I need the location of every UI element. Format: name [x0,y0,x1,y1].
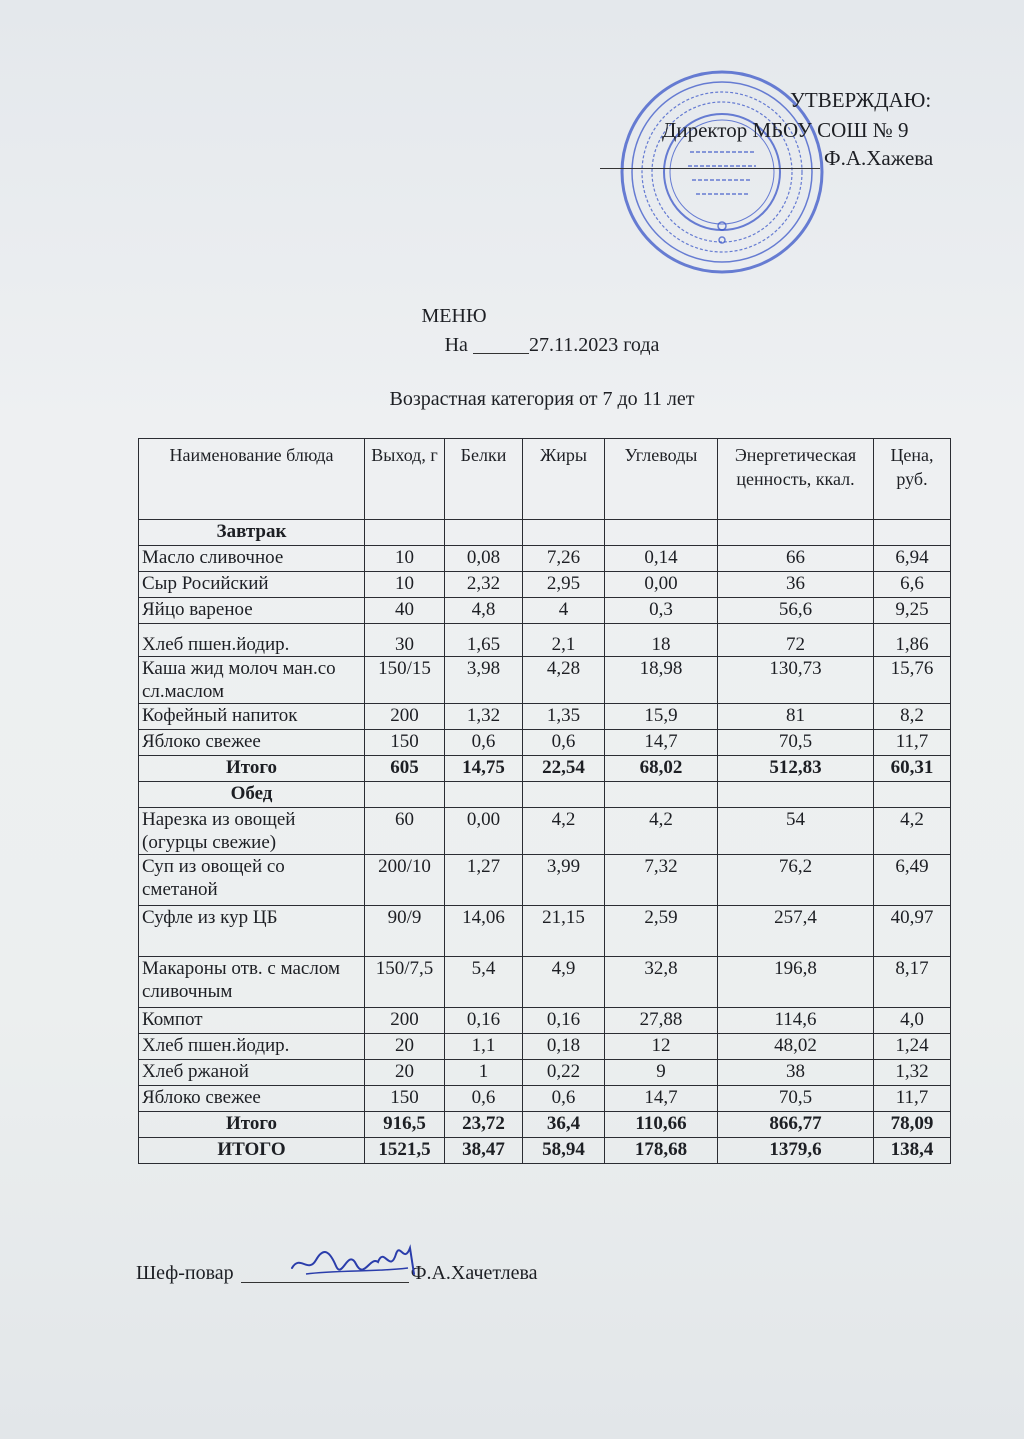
cell-yield: 150/7,5 [365,957,445,1008]
cell-fat: 4,28 [523,657,605,704]
total-carbs: 68,02 [605,756,718,782]
grand-total-label: ИТОГО [139,1138,365,1164]
total-protein: 14,75 [445,756,523,782]
chef-name: Ф.А.Хачетлева [410,1262,538,1284]
cell-fat: 0,6 [523,1086,605,1112]
table-row [139,730,951,756]
cell-protein: 0,6 [445,730,523,756]
cell-protein: 1,27 [445,855,523,906]
cell-energy: 196,8 [718,957,874,1008]
cell-carbs: 0,00 [605,572,718,598]
grand-total-price: 138,4 [874,1138,951,1164]
cell-fat: 0,18 [523,1034,605,1060]
menu-table [138,438,951,1164]
cell-yield: 10 [365,546,445,572]
menu-date-line [40,334,1024,357]
cell-energy: 114,6 [718,1008,874,1034]
table-row [139,855,951,906]
header-fat: Жиры [523,439,605,520]
cell-fat: 0,6 [523,730,605,756]
cell-carbs: 32,8 [605,957,718,1008]
table-row [139,572,951,598]
section-title: Завтрак [139,520,365,546]
cell-yield: 200/10 [365,855,445,906]
document-title: МЕНЮ [421,305,487,327]
header-carbs: Углеводы [605,439,718,520]
cell-carbs: 0,3 [605,598,718,624]
cell-yield: 20 [365,1060,445,1086]
menu-date: 27.11.2023 года [528,334,660,356]
total-energy: 512,83 [718,756,874,782]
dish-name: Компот [139,1008,365,1034]
lunch-total-row [139,1112,951,1138]
cell-yield: 40 [365,598,445,624]
cell-energy: 38 [718,1060,874,1086]
cell-carbs: 18,98 [605,657,718,704]
cell-protein: 0,16 [445,1008,523,1034]
cell-carbs: 14,7 [605,1086,718,1112]
header-protein: Белки [445,439,523,520]
cell-energy: 54 [718,808,874,855]
dish-name: Яблоко свежее [139,1086,365,1112]
dish-name: Нарезка из овощей (огурцы свежие) [139,808,365,855]
cell-energy: 66 [718,546,874,572]
cell-fat: 0,22 [523,1060,605,1086]
dish-name: Суфле из кур ЦБ [139,906,365,957]
cell-energy: 48,02 [718,1034,874,1060]
total-protein: 23,72 [445,1112,523,1138]
cell-fat: 1,35 [523,704,605,730]
cell-protein: 1,65 [445,624,523,657]
cell-price: 6,49 [874,855,951,906]
total-yield: 916,5 [365,1112,445,1138]
cell-price: 8,2 [874,704,951,730]
table-row [139,704,951,730]
cell-price: 40,97 [874,906,951,957]
grand-total-carbs: 178,68 [605,1138,718,1164]
cell-carbs: 18 [605,624,718,657]
cell-protein: 4,8 [445,598,523,624]
cell-energy: 257,4 [718,906,874,957]
table-row [139,546,951,572]
cell-energy: 72 [718,624,874,657]
cell-yield: 200 [365,704,445,730]
table-row [139,906,951,957]
grand-total-energy: 1379,6 [718,1138,874,1164]
dish-name: Сыр Росийский [139,572,365,598]
section-breakfast [139,520,951,546]
cell-price: 1,86 [874,624,951,657]
header-yield: Выход, г [365,439,445,520]
table-row [139,957,951,1008]
table-row [139,1008,951,1034]
total-price: 60,31 [874,756,951,782]
dish-name: Хлеб ржаной [139,1060,365,1086]
total-yield: 605 [365,756,445,782]
cell-price: 9,25 [874,598,951,624]
cell-carbs: 9 [605,1060,718,1086]
total-label: Итого [139,756,365,782]
header-name: Наименование блюда [139,439,365,520]
cell-fat: 21,15 [523,906,605,957]
cell-energy: 130,73 [718,657,874,704]
cell-protein: 0,00 [445,808,523,855]
cell-price: 11,7 [874,730,951,756]
total-price: 78,09 [874,1112,951,1138]
cell-protein: 1,32 [445,704,523,730]
section-title: Обед [139,782,365,808]
cell-fat: 4,9 [523,957,605,1008]
cell-fat: 7,26 [523,546,605,572]
table-row [139,1034,951,1060]
table-row [139,624,951,657]
cell-price: 1,24 [874,1034,951,1060]
cell-energy: 56,6 [718,598,874,624]
dish-name: Суп из овощей со сметаной [139,855,365,906]
dish-name: Хлеб пшен.йодир. [139,624,365,657]
grand-total-protein: 38,47 [445,1138,523,1164]
cell-price: 6,6 [874,572,951,598]
dish-name: Яблоко свежее [139,730,365,756]
cell-carbs: 27,88 [605,1008,718,1034]
chef-label: Шеф-повар [136,1262,234,1284]
cell-carbs: 4,2 [605,808,718,855]
dish-name: Яйцо вареное [139,598,365,624]
table-row [139,657,951,704]
cell-price: 4,0 [874,1008,951,1034]
approval-signature-line [600,144,933,172]
cell-carbs: 12 [605,1034,718,1060]
cell-protein: 0,6 [445,1086,523,1112]
cell-energy: 76,2 [718,855,874,906]
cell-protein: 3,98 [445,657,523,704]
table-row [139,1086,951,1112]
dish-name: Макароны отв. с маслом сливочным [139,957,365,1008]
cell-yield: 150 [365,730,445,756]
cell-fat: 4,2 [523,808,605,855]
cell-yield: 90/9 [365,906,445,957]
cell-protein: 5,4 [445,957,523,1008]
table-row [139,808,951,855]
cell-yield: 150/15 [365,657,445,704]
cell-carbs: 15,9 [605,704,718,730]
cell-fat: 4 [523,598,605,624]
handwritten-signature [286,1234,426,1284]
cell-protein: 2,32 [445,572,523,598]
cell-carbs: 0,14 [605,546,718,572]
cell-fat: 2,1 [523,624,605,657]
cell-yield: 20 [365,1034,445,1060]
total-carbs: 110,66 [605,1112,718,1138]
cell-price: 8,17 [874,957,951,1008]
cell-yield: 60 [365,808,445,855]
age-category: Возрастная категория от 7 до 11 лет [389,388,695,410]
cell-price: 1,32 [874,1060,951,1086]
table-header-row [139,439,951,520]
cell-yield: 200 [365,1008,445,1034]
approval-position: Директор МБОУ СОШ № 9 [662,118,909,142]
cell-yield: 10 [365,572,445,598]
total-label: Итого [139,1112,365,1138]
approval-name: Ф.А.Хажева [824,146,934,170]
grand-total-yield: 1521,5 [365,1138,445,1164]
cell-carbs: 2,59 [605,906,718,957]
dish-name: Хлеб пшен.йодир. [139,1034,365,1060]
cell-price: 4,2 [874,808,951,855]
dish-name: Каша жид молоч ман.со сл.маслом [139,657,365,704]
cell-protein: 0,08 [445,546,523,572]
cell-price: 11,7 [874,1086,951,1112]
cell-carbs: 7,32 [605,855,718,906]
cell-price: 15,76 [874,657,951,704]
table-row [139,598,951,624]
total-fat: 36,4 [523,1112,605,1138]
grand-total-fat: 58,94 [523,1138,605,1164]
cell-protein: 14,06 [445,906,523,957]
cell-protein: 1,1 [445,1034,523,1060]
cell-yield: 30 [365,624,445,657]
header-price: Цена, руб. [874,439,951,520]
section-lunch [139,782,951,808]
cell-yield: 150 [365,1086,445,1112]
cell-fat: 3,99 [523,855,605,906]
total-energy: 866,77 [718,1112,874,1138]
cell-fat: 2,95 [523,572,605,598]
cell-energy: 70,5 [718,730,874,756]
dish-name: Кофейный напиток [139,704,365,730]
cell-carbs: 14,7 [605,730,718,756]
breakfast-total-row [139,756,951,782]
table-row [139,1060,951,1086]
total-fat: 22,54 [523,756,605,782]
cell-energy: 81 [718,704,874,730]
cell-energy: 36 [718,572,874,598]
header-energy: Энергетическая ценность, ккал. [718,439,874,520]
dish-name: Масло сливочное [139,546,365,572]
cell-price: 6,94 [874,546,951,572]
grand-total-row [139,1138,951,1164]
approval-title: УТВЕРЖДАЮ: [790,88,932,112]
date-prefix: На [444,334,468,356]
cell-energy: 70,5 [718,1086,874,1112]
cell-protein: 1 [445,1060,523,1086]
cell-fat: 0,16 [523,1008,605,1034]
